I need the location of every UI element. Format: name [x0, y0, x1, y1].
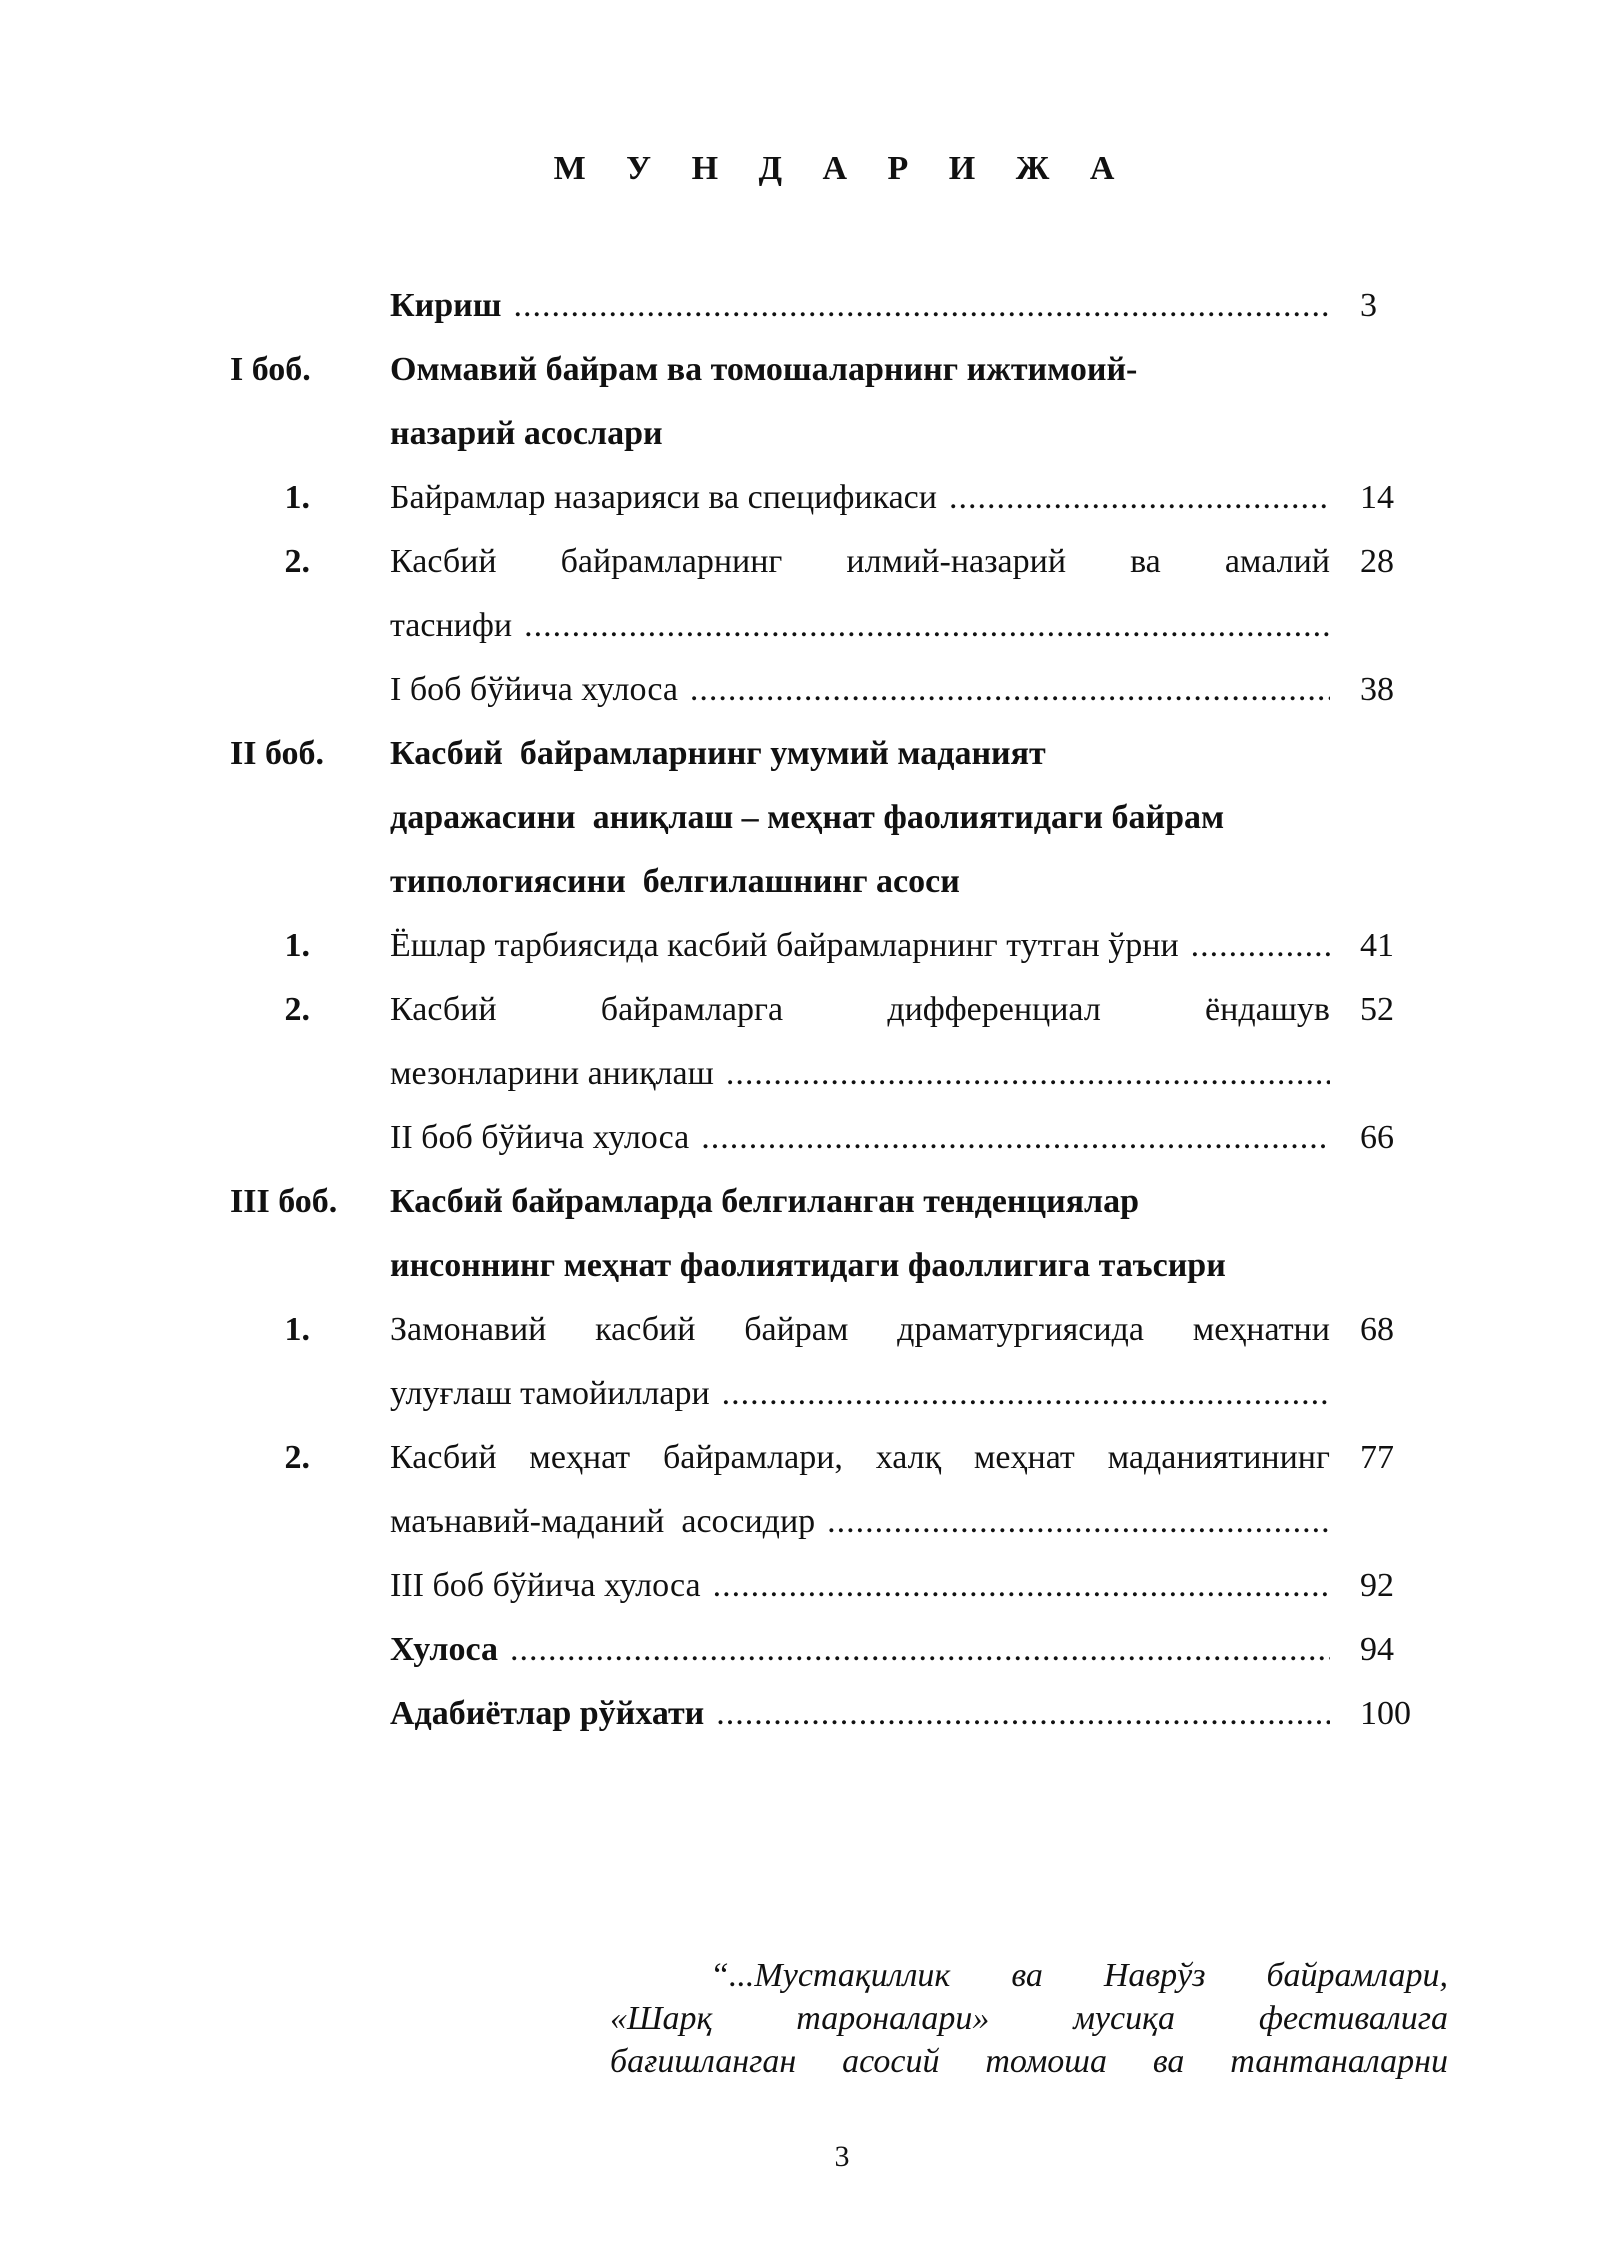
toc-word: меҳнат [973, 1439, 1075, 1476]
chapter-title-line: Касбий байрамларда белгиланган тенденциялар [390, 1183, 1140, 1220]
toc-entry-text: Байрамлар назарияси ва спецификаси [390, 479, 937, 516]
toc-page-number: 68 [1360, 1311, 1394, 1348]
section-number: 1. [284, 479, 310, 516]
toc-word: байрамларнинг [560, 543, 783, 580]
epigraph-word: ва [1011, 1957, 1043, 1994]
chapter-heading-1[interactable] [0, 338, 1600, 402]
epigraph [610, 1954, 1448, 2083]
dot-leader [722, 1362, 1330, 1426]
section-number: 1. [284, 927, 310, 964]
epigraph-word: тантаналарни [1230, 2043, 1448, 2080]
toc-entry-text: Адабиётлар рўйхати [390, 1695, 705, 1732]
epigraph-line [610, 2040, 1448, 2083]
epigraph-word: ва [1152, 2043, 1185, 2080]
toc-word: Касбий [390, 991, 497, 1028]
toc-page-number: 52 [1360, 991, 1394, 1028]
chapter-heading-1-cont [0, 402, 1600, 466]
toc-entry-2-2-cont [0, 1042, 1600, 1106]
chapter-label: I боб. [230, 351, 311, 388]
toc-entry-2-2[interactable] [0, 978, 1600, 1042]
toc-entry-text: Кириш [390, 287, 502, 324]
toc-word: байрам [744, 1311, 849, 1348]
toc-entry-text: таснифи [390, 607, 513, 644]
chapter-label: III боб. [230, 1183, 338, 1220]
epigraph-word: фестивалига [1258, 2000, 1448, 2037]
toc-page-number: 100 [1360, 1695, 1411, 1732]
toc-word: дифференциал [887, 991, 1101, 1028]
toc-word: Касбий [390, 1439, 497, 1476]
toc-word: маданиятининг [1107, 1439, 1330, 1476]
chapter-label: II боб. [230, 735, 325, 772]
toc-entry-text: III боб бўйича хулоса [390, 1567, 701, 1604]
epigraph-word: томоша [985, 2043, 1107, 2080]
chapter-title-line: типологиясини белгилашнинг асоси [390, 863, 960, 900]
dot-leader [1191, 914, 1330, 978]
toc-word: халқ [875, 1439, 942, 1476]
toc-page-number: 94 [1360, 1631, 1394, 1668]
chapter-heading-2-cont [0, 786, 1600, 850]
dot-leader [713, 1554, 1330, 1618]
toc-page-number: 28 [1360, 543, 1394, 580]
toc-entry-1-2-cont [0, 594, 1600, 658]
epigraph-word: «Шарқ [610, 2000, 713, 2037]
toc-word: байрамлари, [662, 1439, 843, 1476]
toc-word: меҳнатни [1192, 1311, 1330, 1348]
dot-leader [701, 1106, 1330, 1170]
chapter-heading-3[interactable] [0, 1170, 1600, 1234]
chapter-title-line: инсоннинг меҳнат фаолиятидаги фаоллигига таъсири [390, 1247, 1226, 1284]
toc-word: ёндашув [1205, 991, 1330, 1028]
toc-entry-text: мезонларини аниқлаш [390, 1055, 714, 1092]
dot-leader [726, 1042, 1330, 1106]
chapter-title-line: даражасини аниқлаш – меҳнат фаолиятидаги байрам [390, 799, 1225, 836]
toc-entry-3-conclusion[interactable] [0, 1554, 1600, 1618]
toc-page-number: 38 [1360, 671, 1394, 708]
epigraph-word: “...Мустақиллик [710, 1957, 951, 1994]
epigraph-word: Наврўз [1103, 1957, 1206, 1994]
toc-title: М У Н Д А Р И Ж А [553, 150, 1131, 187]
chapter-heading-2[interactable] [0, 722, 1600, 786]
toc-entry-1-1[interactable] [0, 466, 1600, 530]
toc-page-number: 3 [1360, 287, 1377, 324]
dot-leader [524, 594, 1330, 658]
epigraph-word: тароналари» [796, 2000, 990, 2037]
dot-leader [690, 658, 1330, 722]
chapter-title-line: Касбий байрамларнинг умумий маданият [390, 735, 1046, 772]
toc-entry-kirish[interactable] [0, 274, 1600, 338]
toc-entry-3-1[interactable] [0, 1298, 1600, 1362]
section-number: 1. [284, 1311, 310, 1348]
epigraph-word: мусиқа [1073, 2000, 1176, 2037]
chapter-heading-3-cont [0, 1234, 1600, 1298]
toc-entry-adabiyot[interactable] [0, 1682, 1600, 1746]
toc-page-number: 66 [1360, 1119, 1394, 1156]
dot-leader [827, 1490, 1330, 1554]
toc-page-number: 41 [1360, 927, 1394, 964]
toc-word: касбий [595, 1311, 696, 1348]
toc-page-number: 77 [1360, 1439, 1394, 1476]
toc-entry-2-conclusion[interactable] [0, 1106, 1600, 1170]
toc-entry-3-1-cont [0, 1362, 1600, 1426]
dot-leader [510, 1618, 1330, 1682]
toc-entry-1-conclusion[interactable] [0, 658, 1600, 722]
toc-word: байрамларга [600, 991, 784, 1028]
toc-entry-text: маънавий-маданий асосидир [390, 1503, 816, 1540]
toc-word: драматургиясида [897, 1311, 1144, 1348]
toc-word: илмий-назарий [846, 543, 1067, 580]
epigraph-word: бағишланган [610, 2043, 797, 2080]
chapter-title-line: Оммавий байрам ва томошаларнинг ижтимоий- [390, 351, 1138, 388]
toc-entry-xulosa[interactable] [0, 1618, 1600, 1682]
toc-entry-text: улуғлаш тамойиллари [390, 1375, 710, 1412]
section-number: 2. [284, 991, 310, 1028]
chapter-heading-2-cont [0, 850, 1600, 914]
epigraph-word: асосий [842, 2043, 940, 2080]
toc-entry-text: Хулоса [390, 1631, 498, 1668]
chapter-title-line: назарий асослари [390, 415, 663, 452]
dot-leader [949, 466, 1330, 530]
section-number: 2. [284, 543, 310, 580]
toc-word: Касбий [390, 543, 497, 580]
epigraph-line [610, 1954, 1448, 1997]
epigraph-line [610, 1997, 1448, 2040]
toc-entry-3-2[interactable] [0, 1426, 1600, 1490]
toc-entry-2-1[interactable] [0, 914, 1600, 978]
toc-word: ва [1130, 543, 1161, 580]
toc-entry-text: II боб бўйича хулоса [390, 1119, 690, 1156]
toc-word: меҳнат [529, 1439, 631, 1476]
toc-word: Замонавий [390, 1311, 547, 1348]
epigraph-word: байрамлари, [1266, 1957, 1448, 1994]
dot-leader [716, 1682, 1330, 1746]
toc-word: амалий [1224, 543, 1330, 580]
toc-entry-text: I боб бўйича хулоса [390, 671, 678, 708]
page-number: 3 [834, 2140, 850, 2173]
toc-entry-text: Ёшлар тарбиясида касбий байрамларнинг тутган ўрни [390, 927, 1179, 964]
toc-entry-3-2-cont [0, 1490, 1600, 1554]
section-number: 2. [284, 1439, 310, 1476]
toc-entry-1-2[interactable] [0, 530, 1600, 594]
dot-leader [513, 274, 1330, 338]
toc-page-number: 14 [1360, 479, 1394, 516]
toc-page-number: 92 [1360, 1567, 1394, 1604]
